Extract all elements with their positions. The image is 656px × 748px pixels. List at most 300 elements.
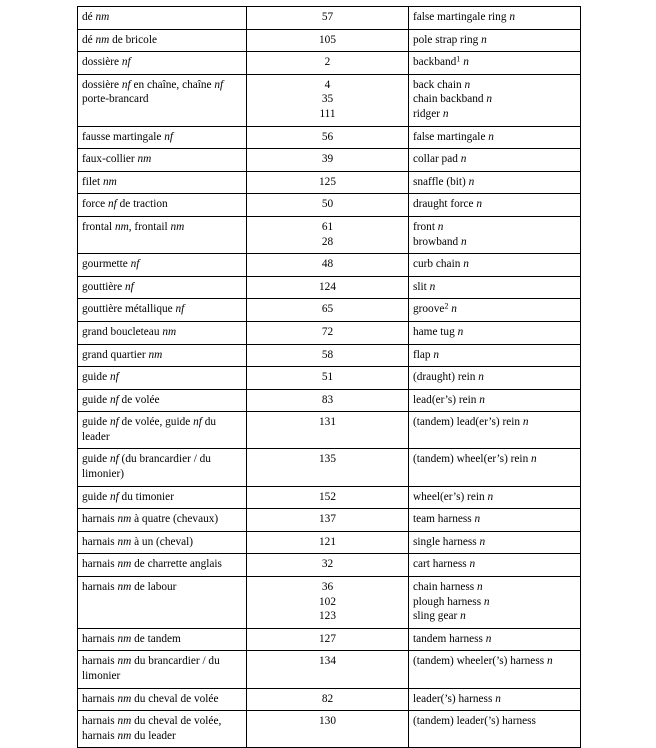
cell-line [413,654,576,669]
grammar-label: n [478,371,484,384]
table-row [78,486,581,509]
reference-number: 51 [321,371,334,384]
term-text: plough harness [413,595,484,608]
english-term-cell [409,412,581,449]
table-row [78,299,581,322]
cell-line [413,348,576,363]
grammar-label: nm [148,348,163,361]
reference-number-cell [247,531,409,554]
cell-line [413,220,576,235]
english-term-cell [409,216,581,253]
cell-line [82,512,242,527]
table-row [78,29,581,52]
reference-number-cell [247,149,409,172]
table-row [78,389,581,412]
grammar-label: n [476,198,483,211]
cell-line [413,152,576,167]
term-text: lead(er’s) rein [413,393,480,406]
term-text: false martingale [413,130,489,143]
table-row [78,711,581,748]
term-text: du timonier [118,490,174,503]
cell-line [82,692,242,707]
cell-line [413,595,576,610]
cell-line [413,535,576,550]
cell-line [413,632,576,647]
table-row [78,276,581,299]
french-term-cell [78,126,247,149]
cell-line [413,280,576,295]
term-text: dé [82,33,96,46]
grammar-label: n [463,56,469,69]
french-term-cell [78,321,247,344]
english-term-cell [409,321,581,344]
term-text: frontal [82,220,115,233]
term-text: harnais [82,655,118,668]
grammar-label: nf [108,198,117,211]
english-term-cell [409,651,581,688]
term-text: flap [413,348,434,361]
grammar-label: n [469,558,476,571]
grammar-label: nf [109,453,119,466]
reference-number-cell [247,509,409,532]
grammar-label: n [474,513,481,526]
reference-number: 102 [319,595,336,608]
term-text: gouttière métallique [82,303,176,316]
term-text: guide [82,416,110,429]
cell-line [413,580,576,595]
table-row [78,628,581,651]
table-row [78,367,581,390]
cell-line [413,55,576,70]
grammar-label: n [477,581,483,594]
english-term-cell [409,254,581,277]
table-row [78,7,581,30]
reference-number: 50 [321,198,334,211]
reference-number-cell [247,194,409,217]
cell-line [413,10,576,25]
grammar-label: nm [114,220,129,233]
grammar-label: nm [117,632,132,645]
english-term-cell [409,509,581,532]
term-text: back chain [413,78,465,91]
cell-line [82,370,242,385]
grammar-label: nm [137,153,152,166]
grammar-label: nm [117,655,132,668]
english-term-cell [409,449,581,486]
grammar-label: nf [109,393,119,406]
term-text: (tandem) leader(’s) harness [413,715,536,728]
french-term-cell [78,449,247,486]
reference-number: 124 [319,280,336,293]
cell-line [413,197,576,212]
cell-line [413,78,576,93]
grammar-label: nf [193,416,202,429]
grammar-label: n [437,220,444,233]
term-text: ridger [413,107,443,120]
cell-line [413,107,576,122]
table-row [78,126,581,149]
grammar-label: n [429,280,436,293]
cell-line [413,557,576,572]
english-term-cell [409,126,581,149]
grammar-label: nm [117,558,132,571]
term-text: de volée [118,393,160,406]
grammar-label: nm [117,729,132,742]
term-text: sling gear [413,610,461,623]
reference-number-cell [247,389,409,412]
french-term-cell [78,254,247,277]
table-row [78,321,581,344]
english-term-cell [409,389,581,412]
term-text: de bricole [109,33,157,46]
grammar-label: nm [170,220,185,233]
french-term-cell [78,577,247,629]
cell-line [82,654,242,683]
french-term-cell [78,367,247,390]
term-text: grand quartier [82,348,149,361]
english-term-cell [409,344,581,367]
term-text: de tandem [131,632,181,645]
french-term-cell [78,509,247,532]
term-text: draught force [413,198,477,211]
reference-number: 61 [321,220,334,233]
grammar-label: n [442,107,449,120]
cell-line [82,302,242,317]
reference-number: 82 [321,692,334,705]
cell-line [413,415,576,430]
term-text: front [413,220,438,233]
french-term-cell [78,149,247,172]
english-term-cell [409,628,581,651]
reference-number-cell [247,344,409,367]
term-text: harnais [82,513,118,526]
english-term-cell [409,276,581,299]
grammar-label: nf [130,258,140,271]
grammar-label: n [464,78,471,91]
reference-number-cell [247,7,409,30]
french-term-cell [78,194,247,217]
term-text: force [82,198,109,211]
reference-number: 121 [319,535,336,548]
term-text: harnais [82,692,118,705]
reference-number: 105 [319,33,336,46]
cell-line [82,580,242,595]
english-term-cell [409,74,581,126]
term-text: du cheval de volée, harnais [82,715,222,742]
reference-number: 58 [321,348,334,361]
french-term-cell [78,29,247,52]
term-text: de traction [116,198,168,211]
english-term-cell [409,486,581,509]
table-row [78,194,581,217]
grammar-label: n [463,258,469,271]
grammar-label: n [531,453,537,466]
table-row [78,74,581,126]
term-text: en chaîne, chaîne [130,78,215,91]
english-term-cell [409,711,581,748]
term-text: à un (cheval) [131,535,194,548]
reference-number-cell [247,412,409,449]
english-term-cell [409,29,581,52]
term-text: harnais [82,715,118,728]
term-text: harnais [82,558,118,571]
term-text: , frontail [128,220,171,233]
reference-number: 134 [319,655,336,668]
table-row [78,509,581,532]
reference-number-cell [247,52,409,75]
grammar-label: nm [117,513,132,526]
cell-line [413,692,576,707]
grammar-label: n [495,692,501,705]
term-text: harnais [82,581,118,594]
reference-number-cell [247,171,409,194]
grammar-label: nm [95,11,110,23]
reference-number: 152 [319,490,336,503]
term-text: du cheval de volée [131,692,219,705]
reference-number-cell [247,29,409,52]
term-text: filet [82,175,104,188]
term-text: false martingale ring [413,11,510,23]
grammar-label: n [488,130,494,143]
term-text: dé [82,11,96,23]
term-text: wheel(er’s) rein [413,490,488,503]
reference-number-cell [247,276,409,299]
reference-number-cell [247,711,409,748]
grammar-label: n [451,303,457,316]
reference-number: 135 [319,453,336,466]
cell-line [82,55,242,70]
term-text: snaffle (bit) [413,175,469,188]
reference-number-cell [247,299,409,322]
cell-line [82,33,242,48]
cell-line [82,393,242,408]
table-row [78,344,581,367]
reference-number-cell [247,628,409,651]
reference-number: 56 [321,130,334,143]
reference-number: 137 [319,513,336,526]
cell-line [82,152,242,167]
cell-line [82,197,242,212]
cell-line [413,609,576,624]
reference-number-cell [247,449,409,486]
cell-line [413,130,576,145]
grammar-label: nm [117,715,132,728]
cell-line [413,235,576,250]
cell-line [82,220,242,235]
grammar-label: nf [109,490,119,503]
term-text: du leader [82,416,217,443]
table-row [78,577,581,629]
grammar-label: n [460,610,466,623]
cell-line [413,490,576,505]
homonym-number: 1 [456,54,461,64]
table-row [78,412,581,449]
term-text: harnais [82,535,118,548]
grammar-label: n [460,153,467,166]
term-text: (draught) rein [413,371,479,384]
reference-number: 65 [321,303,334,316]
grammar-label: nf [164,130,173,143]
cell-line [82,452,242,481]
cell-line [82,257,242,272]
reference-number: 32 [321,558,334,571]
term-text: (du brancardier / du limonier) [82,453,211,481]
cell-line [413,175,576,190]
cell-line [82,490,242,505]
reference-number: 131 [319,416,336,429]
grammar-label: n [461,235,467,248]
term-text: collar pad [413,153,461,166]
reference-number: 39 [321,153,334,166]
term-text: de charrette anglais [131,558,222,571]
cell-line [413,714,576,729]
term-text: guide [82,393,110,406]
grammar-label: nm [117,581,132,594]
reference-number: 125 [319,175,336,188]
reference-number: 111 [319,107,336,120]
reference-number-cell [247,254,409,277]
term-text: fausse martingale [82,130,165,143]
term-text: dossière [82,78,122,91]
reference-number: 57 [321,11,334,23]
french-term-cell [78,628,247,651]
term-text: à quatre (chevaux) [131,513,219,526]
cell-line [413,512,576,527]
french-term-cell [78,216,247,253]
english-term-cell [409,554,581,577]
reference-number-cell [247,126,409,149]
grammar-label: nf [214,78,224,91]
cell-line [82,348,242,363]
english-term-cell [409,7,581,30]
french-term-cell [78,651,247,688]
french-term-cell [78,688,247,711]
reference-number-cell [247,554,409,577]
cell-line [413,257,576,272]
term-text: harnais [82,632,118,645]
term-text: du brancardier / du limonier [82,655,220,682]
table-row [78,216,581,253]
grammar-label: n [433,348,440,361]
grammar-label: n [486,93,493,106]
glossary-body [78,7,581,748]
term-text: gouttière [82,280,125,293]
reference-number: 35 [321,93,334,106]
cell-line [413,302,576,317]
term-text: tandem harness [413,632,486,645]
english-term-cell [409,367,581,390]
term-text: gourmette [82,258,131,271]
french-term-cell [78,554,247,577]
cell-line [413,33,576,48]
term-text: team harness [413,513,475,526]
reference-number: 48 [321,258,334,271]
term-text: groove [413,303,445,316]
term-text: pole strap ring [413,33,482,46]
english-term-cell [409,688,581,711]
english-term-cell [409,52,581,75]
reference-number: 2 [324,56,331,69]
french-term-cell [78,389,247,412]
grammar-label: n [479,535,486,548]
reference-number-cell [247,486,409,509]
term-text: chain backband [413,93,487,106]
table-row [78,52,581,75]
term-text: faux-collier [82,153,138,166]
cell-line [82,130,242,145]
cell-line [82,557,242,572]
reference-number-cell [247,321,409,344]
reference-number-cell [247,688,409,711]
grammar-label: n [483,595,490,608]
term-text: grand boucleteau [82,325,163,338]
grammar-label: nf [109,416,119,429]
french-term-cell [78,711,247,748]
term-text: porte-brancard [82,93,149,106]
table-row [78,171,581,194]
grammar-label: nf [109,371,119,384]
grammar-label: n [522,416,529,429]
cell-line [413,452,576,467]
english-term-cell [409,531,581,554]
term-text: single harness [413,535,480,548]
grammar-label: nm [117,692,132,705]
grammar-label: n [546,655,553,668]
cell-line [413,393,576,408]
term-text: cart harness [413,558,470,571]
french-term-cell [78,344,247,367]
french-term-cell [78,531,247,554]
english-term-cell [409,171,581,194]
english-term-cell [409,149,581,172]
term-text: curb chain [413,258,464,271]
reference-number: 4 [324,78,331,91]
grammar-label: nm [95,33,110,46]
table-row [78,531,581,554]
glossary-table [77,6,581,748]
english-term-cell [409,194,581,217]
reference-number-cell [247,216,409,253]
grammar-label: nm [103,175,117,188]
cell-line [413,325,576,340]
term-text: (tandem) wheel(er’s) rein [413,453,532,466]
term-text: chain harness [413,581,477,594]
homonym-number: 2 [444,301,449,311]
table-row [78,254,581,277]
term-text: guide [82,371,110,384]
table-row [78,688,581,711]
english-term-cell [409,577,581,629]
grammar-label: n [468,175,475,188]
grammar-label: nm [117,535,132,548]
term-text: browband [413,235,462,248]
cell-line [82,632,242,647]
term-text: backband [413,56,457,69]
french-term-cell [78,171,247,194]
cell-line [82,10,242,25]
cell-line [82,714,242,743]
reference-number: 36 [321,581,334,594]
term-text: de labour [131,581,177,594]
reference-number: 28 [321,235,334,248]
grammar-label: nf [121,78,131,91]
reference-number: 123 [319,610,336,623]
grammar-label: n [509,11,515,23]
term-text: (tandem) lead(er’s) rein [413,416,523,429]
grammar-label: n [487,490,494,503]
grammar-label: nf [121,56,131,69]
grammar-label: n [485,632,492,645]
